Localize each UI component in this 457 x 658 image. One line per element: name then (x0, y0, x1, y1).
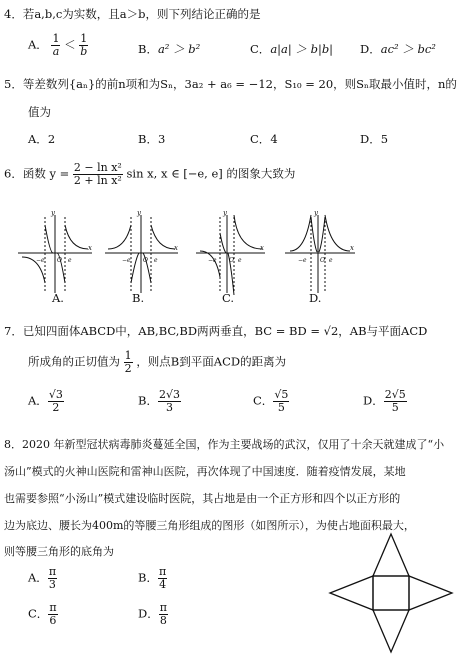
q8-option-b (138, 566, 167, 591)
q7-stem2a: 所成角的正切值为 (28, 354, 120, 369)
frac-den: 3 (165, 401, 173, 414)
figure-square (373, 576, 409, 610)
frac-den: 4 (159, 578, 167, 591)
q6-prefix: 6．函数 y = (4, 166, 70, 181)
frac-num: √3 (48, 388, 63, 401)
option-label: B． (138, 132, 158, 146)
option-text: ac² ＞ bc² (380, 42, 436, 56)
q8-option-c (28, 602, 58, 627)
q5-option-b (138, 131, 165, 147)
graph-label-b: B. (132, 291, 145, 305)
frac-den: 2 (124, 362, 132, 375)
tick-e: e (329, 257, 333, 264)
q8-line-3: 也需要参照“小汤山”模式建设临时医院，其占地是由一个正方形和四个以正方形的 (4, 492, 401, 505)
q7-stem2b: ，则点B到平面ACD的距离为 (136, 354, 287, 369)
q8-figure (328, 532, 454, 654)
q7-option-a (28, 389, 64, 414)
graph-label-c: C. (222, 291, 235, 305)
frac-num: π (49, 601, 57, 614)
tick-e: e (68, 257, 72, 264)
tick-neg-e: −e (298, 257, 307, 264)
option-label: C． (250, 132, 271, 146)
q8-line-5: 则等腰三角形的底角为 (4, 545, 114, 558)
q8-line-2: 汤山”模式的火神山医院和雷神山医院，再次体现了中国速度．随着疫情发展，某地 (4, 465, 406, 478)
figure-triangle-left (330, 576, 373, 610)
axis-label-y: y (314, 209, 318, 217)
frac-num: 2√5 (384, 388, 406, 401)
q4-stem: 4．若a,b,c为实数，且a＞b，则下列结论正确的是 (4, 7, 261, 21)
axis-label-y: y (51, 209, 55, 217)
frac-num: 1 (52, 32, 60, 45)
frac-den: 3 (48, 578, 56, 591)
option-label: A． (28, 393, 48, 408)
option-label: B． (138, 570, 158, 585)
frac-den: a (52, 45, 60, 58)
option-label: B． (138, 42, 158, 56)
q4-option-d (360, 41, 436, 57)
q4-option-b (138, 41, 200, 57)
q7-stem: 7．已知四面体ABCD中，AB,BC,BD两两垂直，BC = BD = √2，AB与平面ACD (4, 324, 428, 338)
option-label: D． (360, 132, 381, 146)
graph-a (18, 215, 92, 293)
less-than: ＜ (64, 37, 76, 52)
option-label: D． (138, 606, 159, 621)
frac-den: b (80, 45, 88, 58)
graph-d (285, 215, 355, 293)
option-text: 3 (157, 132, 166, 146)
tick-e: e (154, 257, 158, 264)
figure-triangle-bottom (373, 610, 409, 652)
tick-neg-e: −e (36, 257, 45, 264)
option-label: C． (253, 393, 274, 408)
q6-suffix: sin x, x ∈ [−e, e] 的图象大致为 (126, 166, 296, 181)
tick-neg-e: −e (122, 257, 131, 264)
axis-label-y: y (223, 209, 227, 217)
q7-stem-line2 (28, 350, 286, 375)
option-text: 4 (270, 132, 278, 146)
graph-b (105, 215, 178, 293)
option-text: a² ＞ b² (157, 42, 201, 56)
option-label: C． (28, 606, 49, 621)
tick-origin: O (143, 257, 148, 264)
option-label: A． (28, 570, 48, 585)
axis-label-x: x (88, 244, 92, 252)
frac-den: 5 (277, 401, 285, 414)
frac-num: π (158, 565, 167, 578)
q7-option-d (363, 389, 407, 414)
frac-num: √5 (274, 388, 289, 401)
figure-triangle-right (409, 576, 452, 610)
tick-e: e (238, 257, 242, 264)
frac-den: 2 (52, 401, 60, 414)
q6-graphs (0, 205, 457, 305)
q5-stem-line2: 值为 (28, 105, 51, 119)
option-text: 5 (380, 132, 389, 146)
frac-den: 6 (49, 614, 57, 627)
q8-option-a (28, 566, 57, 591)
frac-num: π (48, 565, 57, 578)
frac-num: π (159, 601, 167, 614)
frac-num: 2√3 (158, 388, 180, 401)
frac-den: 8 (159, 614, 167, 627)
q5-stem: 5．等差数列{aₙ}的前n项和为Sₙ，3a₂ + a₆ = −12，S₁₀ = 20，则Sₙ取最小值时，n的 (4, 77, 457, 91)
q8-line-4: 边为底边、腰长为400m的等腰三角形组成的图形（如图所示），为使占地面积最大， (4, 519, 415, 532)
q5-option-c (250, 131, 278, 147)
axis-label-y: y (137, 209, 141, 217)
option-label: D． (360, 42, 381, 56)
tick-origin: O (320, 257, 325, 264)
option-label: A． (28, 132, 48, 146)
figure-triangle-top (373, 534, 409, 576)
q8-line-1: 8．2020 年新型冠状病毒肺炎蔓延全国，作为主要战场的武汉，仅用了十余天就建成了“小 (4, 438, 445, 451)
tick-neg-e: −e (208, 257, 217, 264)
tick-origin: O (57, 257, 62, 264)
graph-c (196, 215, 265, 295)
graph-label-d: D. (309, 291, 322, 305)
axis-label-x: x (260, 244, 264, 252)
option-text: 2 (47, 132, 56, 146)
option-label: B． (138, 393, 158, 408)
option-label: C． (250, 42, 271, 56)
frac-den: 2 + ln x² (73, 174, 122, 187)
option-label: D． (363, 393, 384, 408)
frac-den: 5 (391, 401, 399, 414)
q7-option-c (253, 389, 289, 414)
q6-stem (4, 162, 295, 187)
frac-num: 1 (124, 349, 132, 362)
q5-option-a (28, 131, 55, 147)
graph-label-a: A. (52, 291, 64, 305)
option-text: a|a| ＞ b|b| (270, 42, 334, 56)
frac-num: 1 (80, 32, 88, 45)
q5-option-d (360, 131, 388, 147)
frac-num: 2 − ln x² (73, 161, 122, 174)
q8-option-d (138, 602, 168, 627)
option-label: A． (28, 37, 48, 52)
axis-label-x: x (174, 244, 178, 252)
axis-label-x: x (350, 244, 354, 252)
q7-option-b (138, 389, 181, 414)
q4-option-c (250, 41, 333, 57)
q4-option-a (28, 33, 88, 58)
tick-origin: O (229, 257, 234, 264)
